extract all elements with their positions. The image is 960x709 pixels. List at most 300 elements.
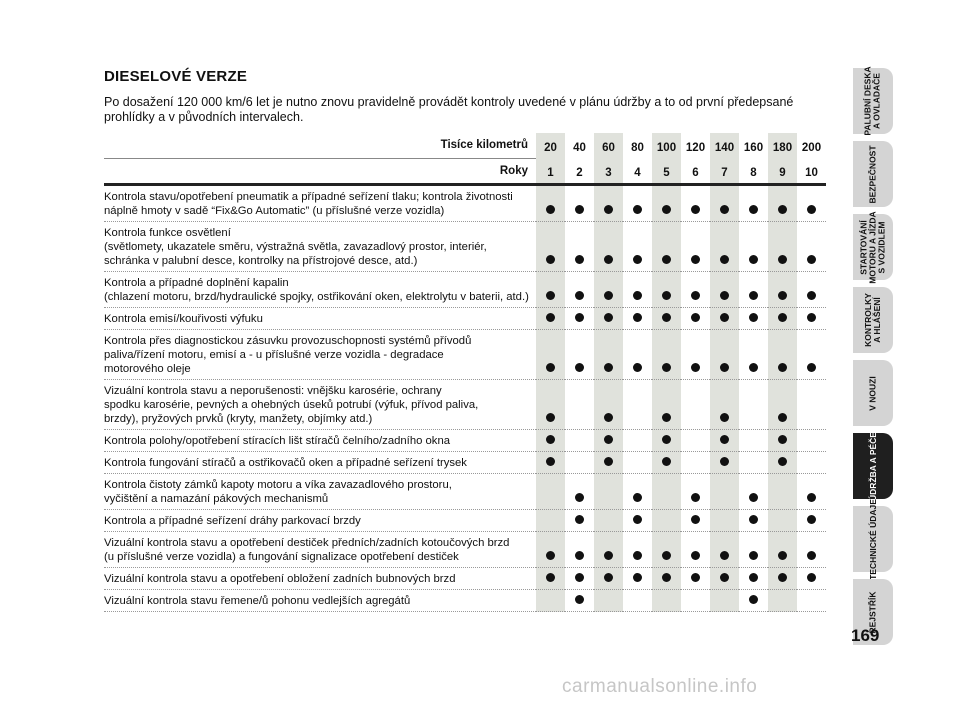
interval-cell: [565, 272, 594, 308]
check-dot-icon: [691, 205, 700, 214]
header-value: 9: [768, 158, 797, 185]
empty-cell: [807, 457, 816, 466]
check-dot-icon: [546, 551, 555, 560]
check-dot-icon: [546, 413, 555, 422]
interval-cell: [797, 590, 826, 612]
check-dot-icon: [720, 435, 729, 444]
interval-cell: [739, 452, 768, 474]
interval-cell: [797, 222, 826, 272]
empty-cell: [633, 435, 642, 444]
interval-cell: [797, 380, 826, 430]
interval-cell: [652, 330, 681, 380]
interval-cell: [565, 222, 594, 272]
check-dot-icon: [633, 205, 642, 214]
interval-cell: [768, 430, 797, 452]
header-label: Roky: [104, 158, 536, 185]
interval-cell: [710, 452, 739, 474]
interval-cell: [594, 185, 623, 222]
check-dot-icon: [691, 573, 700, 582]
check-description: Vizuální kontrola stavu a neporušenosti: vnějšku karosérie, ochrany spodku karosérie, pevných a ohebných úseků potrubí (výfuk, přívod paliva, brzdy), pryžových prvků (kryty, manžety, objímky atd.): [104, 380, 536, 430]
empty-cell: [633, 595, 642, 604]
check-dot-icon: [604, 363, 613, 372]
section-heading: DIESELOVÉ VERZE: [104, 68, 248, 85]
check-description: Vizuální kontrola stavu a opotřebení obložení zadních bubnových brzd: [104, 568, 536, 590]
table-row: [104, 430, 826, 452]
check-dot-icon: [749, 573, 758, 582]
interval-cell: [536, 308, 565, 330]
check-dot-icon: [662, 413, 671, 422]
header-value: 140: [710, 133, 739, 158]
main-content: [104, 68, 826, 612]
interval-cell: [710, 474, 739, 510]
check-dot-icon: [807, 313, 816, 322]
header-value: 1: [536, 158, 565, 185]
watermark: carmanualsonline.info: [562, 676, 758, 697]
interval-cell: [652, 380, 681, 430]
empty-cell: [662, 493, 671, 502]
interval-cell: [623, 222, 652, 272]
interval-cell: [594, 474, 623, 510]
interval-cell: [739, 430, 768, 452]
interval-cell: [739, 308, 768, 330]
check-dot-icon: [749, 205, 758, 214]
interval-cell: [536, 380, 565, 430]
check-dot-icon: [749, 595, 758, 604]
interval-cell: [681, 532, 710, 568]
empty-cell: [807, 435, 816, 444]
interval-cell: [768, 568, 797, 590]
empty-cell: [604, 595, 613, 604]
check-dot-icon: [720, 363, 729, 372]
check-dot-icon: [546, 435, 555, 444]
header-value: 80: [631, 142, 644, 154]
empty-cell: [662, 595, 671, 604]
chapter-tab[interactable]: [853, 433, 893, 499]
interval-cell: [768, 510, 797, 532]
check-dot-icon: [546, 573, 555, 582]
check-dot-icon: [749, 291, 758, 300]
interval-cell: [797, 430, 826, 452]
interval-cell: [768, 532, 797, 568]
empty-cell: [749, 457, 758, 466]
check-dot-icon: [575, 291, 584, 300]
check-dot-icon: [604, 313, 613, 322]
check-dot-icon: [633, 551, 642, 560]
empty-cell: [691, 413, 700, 422]
chapter-tab-label: KONTROLKY A HLÁŠENÍ: [863, 293, 882, 347]
interval-cell: [797, 272, 826, 308]
chapter-tab[interactable]: [853, 360, 893, 426]
interval-cell: [623, 452, 652, 474]
interval-cell: [652, 185, 681, 222]
check-dot-icon: [749, 255, 758, 264]
check-dot-icon: [720, 291, 729, 300]
interval-cell: [797, 474, 826, 510]
interval-cell: [594, 532, 623, 568]
check-dot-icon: [691, 515, 700, 524]
empty-cell: [691, 435, 700, 444]
interval-cell: [652, 532, 681, 568]
interval-cell: [565, 452, 594, 474]
interval-cell: [739, 330, 768, 380]
check-dot-icon: [778, 255, 787, 264]
check-dot-icon: [691, 363, 700, 372]
interval-cell: [565, 380, 594, 430]
check-dot-icon: [778, 291, 787, 300]
check-dot-icon: [604, 551, 613, 560]
interval-cell: [768, 185, 797, 222]
table-row: [104, 222, 826, 272]
header-value: 10: [797, 158, 826, 185]
check-dot-icon: [604, 291, 613, 300]
check-dot-icon: [720, 205, 729, 214]
interval-cell: [739, 510, 768, 532]
empty-cell: [575, 457, 584, 466]
check-dot-icon: [749, 515, 758, 524]
interval-cell: [594, 430, 623, 452]
check-dot-icon: [778, 457, 787, 466]
interval-cell: [681, 308, 710, 330]
interval-cell: [536, 272, 565, 308]
interval-cell: [681, 452, 710, 474]
interval-cell: [652, 308, 681, 330]
interval-cell: [797, 510, 826, 532]
header-value: 200: [801, 142, 822, 154]
interval-cell: [681, 590, 710, 612]
interval-cell: [594, 510, 623, 532]
interval-cell: [710, 510, 739, 532]
check-dot-icon: [807, 573, 816, 582]
header-label: Tisíce kilometrů: [104, 133, 536, 158]
header-value: 4: [623, 158, 652, 185]
table-row: [104, 330, 826, 380]
interval-cell: [768, 474, 797, 510]
check-dot-icon: [691, 291, 700, 300]
chapter-tab[interactable]: [853, 287, 893, 353]
check-dot-icon: [778, 435, 787, 444]
chapter-tab[interactable]: [853, 498, 893, 580]
check-dot-icon: [778, 313, 787, 322]
check-dot-icon: [633, 291, 642, 300]
interval-cell: [565, 330, 594, 380]
interval-cell: [710, 568, 739, 590]
check-dot-icon: [662, 573, 671, 582]
header-value: 5: [652, 158, 681, 185]
check-dot-icon: [778, 551, 787, 560]
check-dot-icon: [662, 435, 671, 444]
check-dot-icon: [778, 205, 787, 214]
check-dot-icon: [604, 435, 613, 444]
empty-cell: [546, 493, 555, 502]
interval-cell: [594, 308, 623, 330]
check-dot-icon: [662, 551, 671, 560]
table-row: [104, 380, 826, 430]
interval-cell: [797, 568, 826, 590]
empty-cell: [604, 493, 613, 502]
empty-cell: [778, 493, 787, 502]
interval-cell: [623, 185, 652, 222]
interval-cell: [739, 568, 768, 590]
interval-cell: [623, 330, 652, 380]
header-value: 100: [652, 133, 681, 158]
interval-cell: [536, 568, 565, 590]
check-dot-icon: [807, 291, 816, 300]
check-dot-icon: [633, 515, 642, 524]
check-dot-icon: [604, 573, 613, 582]
check-dot-icon: [604, 413, 613, 422]
interval-cell: [739, 474, 768, 510]
interval-cell: [594, 452, 623, 474]
check-dot-icon: [720, 457, 729, 466]
header-value: 7: [710, 158, 739, 185]
check-dot-icon: [807, 205, 816, 214]
check-dot-icon: [749, 551, 758, 560]
interval-cell: [652, 222, 681, 272]
check-description: Kontrola polohy/opotřebení stíracích lišt stíračů čelního/zadního okna: [104, 430, 536, 452]
header-value: 60: [594, 133, 623, 158]
table-row: [104, 510, 826, 532]
check-dot-icon: [720, 313, 729, 322]
header-value: 8: [739, 158, 768, 185]
interval-cell: [681, 222, 710, 272]
chapter-tab[interactable]: [853, 210, 893, 284]
chapter-tab-label: V NOUZI: [867, 375, 878, 411]
interval-cell: [739, 380, 768, 430]
interval-cell: [536, 590, 565, 612]
check-description: Kontrola přes diagnostickou zásuvku provozuschopnosti systémů přívodů paliva/řízení motoru, emisí a - u příslušné verze vozidla - degradace motorového oleje: [104, 330, 536, 380]
check-dot-icon: [575, 493, 584, 502]
interval-cell: [710, 330, 739, 380]
empty-cell: [633, 457, 642, 466]
interval-cell: [681, 380, 710, 430]
table-row: [104, 308, 826, 330]
check-dot-icon: [575, 551, 584, 560]
interval-cell: [594, 222, 623, 272]
chapter-tab[interactable]: [853, 68, 893, 134]
empty-cell: [807, 595, 816, 604]
empty-cell: [778, 515, 787, 524]
interval-cell: [623, 272, 652, 308]
interval-cell: [623, 474, 652, 510]
interval-cell: [652, 452, 681, 474]
check-dot-icon: [546, 363, 555, 372]
check-dot-icon: [633, 573, 642, 582]
check-description: Kontrola stavu/opotřebení pneumatik a případné seřízení tlaku; kontrola životnosti náplně hmoty v sadě “Fix&Go Automatic” (u příslušné verze vozidla): [104, 185, 536, 222]
check-dot-icon: [778, 363, 787, 372]
check-dot-icon: [807, 551, 816, 560]
interval-cell: [565, 568, 594, 590]
interval-cell: [594, 272, 623, 308]
interval-cell: [710, 380, 739, 430]
check-dot-icon: [546, 205, 555, 214]
check-dot-icon: [575, 595, 584, 604]
empty-cell: [778, 595, 787, 604]
check-dot-icon: [575, 255, 584, 264]
interval-cell: [768, 590, 797, 612]
interval-cell: [536, 452, 565, 474]
interval-cell: [652, 430, 681, 452]
interval-cell: [623, 532, 652, 568]
interval-cell: [681, 330, 710, 380]
interval-cell: [797, 452, 826, 474]
check-dot-icon: [575, 515, 584, 524]
interval-cell: [681, 272, 710, 308]
interval-cell: [681, 430, 710, 452]
interval-cell: [536, 532, 565, 568]
interval-cell: [565, 430, 594, 452]
interval-cell: [594, 380, 623, 430]
check-dot-icon: [807, 515, 816, 524]
maintenance-table: [104, 133, 826, 612]
interval-cell: [768, 272, 797, 308]
interval-cell: [594, 568, 623, 590]
check-dot-icon: [720, 255, 729, 264]
check-dot-icon: [575, 313, 584, 322]
interval-cell: [536, 474, 565, 510]
chapter-tab-label: ÚDRŽBA A PÉČE: [867, 431, 878, 501]
interval-cell: [536, 430, 565, 452]
interval-cell: [739, 272, 768, 308]
check-dot-icon: [807, 493, 816, 502]
header-value: 2: [565, 158, 594, 185]
interval-cell: [536, 185, 565, 222]
interval-cell: [565, 308, 594, 330]
interval-cell: [710, 590, 739, 612]
empty-cell: [546, 595, 555, 604]
empty-cell: [575, 435, 584, 444]
empty-cell: [691, 457, 700, 466]
interval-cell: [565, 185, 594, 222]
interval-cell: [652, 474, 681, 510]
check-description: Kontrola funkce osvětlení (světlomety, ukazatele směru, výstražná světla, zavazadlový prostor, interiér, schránka v palubní desce, kontrolky na přístrojové desce, atd.): [104, 222, 536, 272]
check-dot-icon: [720, 551, 729, 560]
empty-cell: [575, 413, 584, 422]
check-dot-icon: [604, 255, 613, 264]
check-description: Kontrola fungování stíračů a ostřikovačů oken a případné seřízení trysek: [104, 452, 536, 474]
check-dot-icon: [662, 313, 671, 322]
check-dot-icon: [778, 573, 787, 582]
interval-cell: [710, 308, 739, 330]
header-value: 120: [685, 142, 706, 154]
interval-cell: [623, 430, 652, 452]
interval-cell: [536, 330, 565, 380]
check-description: Vizuální kontrola stavu a opotřebení destiček předních/zadních kotoučových brzd (u příslušné verze vozidla) a fungování signalizace opotřebení destiček: [104, 532, 536, 568]
table-row: [104, 568, 826, 590]
table-row: [104, 452, 826, 474]
interval-cell: [594, 330, 623, 380]
check-dot-icon: [662, 205, 671, 214]
interval-cell: [739, 532, 768, 568]
interval-cell: [710, 430, 739, 452]
check-dot-icon: [691, 551, 700, 560]
header-value: 180: [768, 133, 797, 158]
interval-cell: [652, 510, 681, 532]
check-dot-icon: [691, 255, 700, 264]
check-dot-icon: [604, 457, 613, 466]
header-row-kilometers: [104, 133, 826, 158]
interval-cell: [710, 272, 739, 308]
header-value: 3: [594, 158, 623, 185]
check-description: Vizuální kontrola stavu řemene/ů pohonu vedlejších agregátů: [104, 590, 536, 612]
check-dot-icon: [749, 363, 758, 372]
check-dot-icon: [662, 363, 671, 372]
table-row: [104, 185, 826, 222]
interval-cell: [681, 568, 710, 590]
check-dot-icon: [546, 255, 555, 264]
interval-cell: [768, 222, 797, 272]
check-dot-icon: [546, 313, 555, 322]
check-dot-icon: [691, 313, 700, 322]
check-dot-icon: [575, 205, 584, 214]
interval-cell: [768, 380, 797, 430]
check-description: Kontrola čistoty zámků kapoty motoru a víka zavazadlového prostoru, vyčištění a namazání pákových mechanismů: [104, 474, 536, 510]
check-dot-icon: [633, 313, 642, 322]
chapter-tab-label: BEZPEČNOST: [867, 144, 878, 204]
interval-cell: [565, 532, 594, 568]
interval-cell: [739, 590, 768, 612]
empty-cell: [604, 515, 613, 524]
check-dot-icon: [633, 493, 642, 502]
check-dot-icon: [778, 413, 787, 422]
interval-cell: [536, 510, 565, 532]
maintenance-table-body: [104, 185, 826, 612]
interval-cell: [652, 272, 681, 308]
interval-cell: [623, 590, 652, 612]
interval-cell: [710, 185, 739, 222]
header-row-years: [104, 158, 826, 185]
check-dot-icon: [662, 457, 671, 466]
interval-cell: [652, 590, 681, 612]
empty-cell: [662, 515, 671, 524]
chapter-tab-label: TECHNICKÉ ÚDAJE: [867, 498, 878, 580]
page-number: 169: [851, 626, 880, 645]
chapter-tab-label: PALUBNÍ DESKA A OVLADAČE: [863, 66, 883, 136]
empty-cell: [720, 595, 729, 604]
empty-cell: [749, 435, 758, 444]
interval-cell: [797, 308, 826, 330]
empty-cell: [546, 515, 555, 524]
chapter-tab[interactable]: [853, 141, 893, 207]
header-value: 20: [536, 133, 565, 158]
empty-cell: [720, 515, 729, 524]
check-dot-icon: [546, 457, 555, 466]
interval-cell: [710, 222, 739, 272]
check-dot-icon: [720, 413, 729, 422]
check-dot-icon: [691, 493, 700, 502]
empty-cell: [720, 493, 729, 502]
check-description: Kontrola a případné doplnění kapalin (chlazení motoru, brzd/hydraulické spojky, ostřikování oken, elektrolytu v baterii, atd.): [104, 272, 536, 308]
interval-cell: [565, 590, 594, 612]
interval-cell: [797, 532, 826, 568]
check-description: Kontrola emisí/kouřivosti výfuku: [104, 308, 536, 330]
interval-cell: [681, 185, 710, 222]
empty-cell: [749, 413, 758, 422]
chapter-tab-label: STARTOVÁNÍ MOTORU A JÍZDA S VOZIDLEM: [858, 210, 887, 284]
check-dot-icon: [575, 363, 584, 372]
interval-cell: [623, 510, 652, 532]
interval-cell: [768, 452, 797, 474]
check-dot-icon: [662, 291, 671, 300]
check-dot-icon: [749, 313, 758, 322]
interval-cell: [652, 568, 681, 590]
interval-cell: [797, 185, 826, 222]
table-row: [104, 272, 826, 308]
table-row: [104, 474, 826, 510]
header-value: 6: [681, 158, 710, 185]
empty-cell: [691, 595, 700, 604]
header-value: 40: [573, 142, 586, 154]
check-dot-icon: [749, 493, 758, 502]
